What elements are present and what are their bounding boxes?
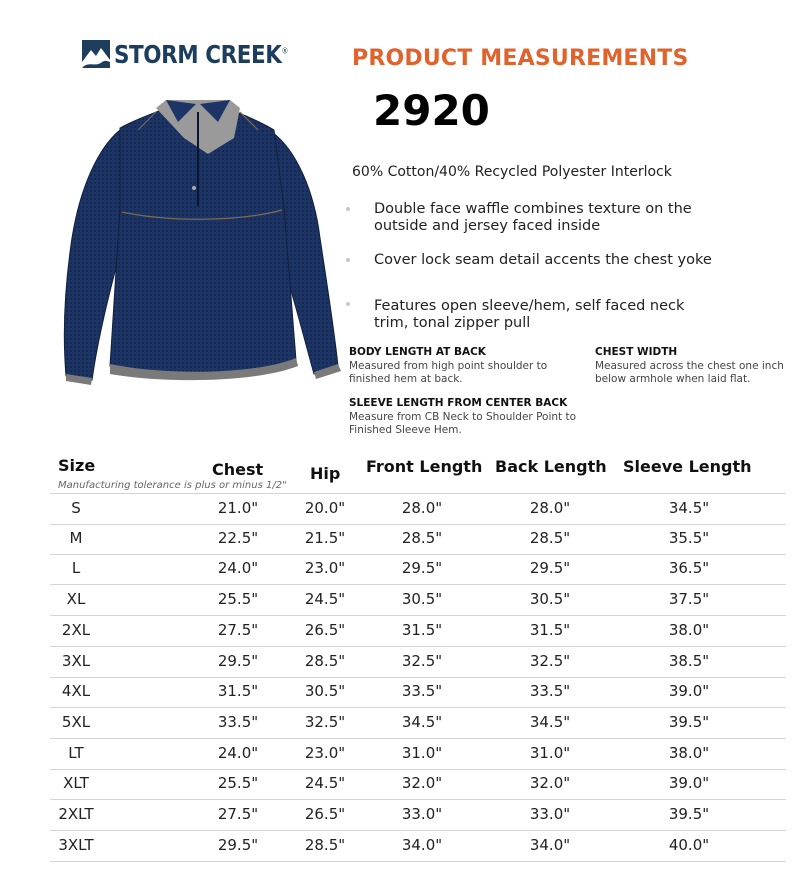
cell-size: 3XLT (58, 835, 94, 854)
cell-size: S (71, 499, 81, 517)
table-row (50, 800, 786, 831)
pullover-jacket-image (58, 98, 348, 386)
cell-chest: 29.5" (217, 835, 259, 854)
cell-front-length: 32.5" (401, 651, 443, 670)
feature-item: Features open sleeve/hem, self faced neck trim, tonal zipper pull (374, 298, 685, 331)
cell-chest: 27.5" (217, 805, 259, 823)
feature-bullet-icon (346, 258, 350, 262)
cell-hip: 20.0" (304, 499, 346, 517)
cell-back-length: 33.5" (529, 682, 571, 701)
table-row (50, 585, 786, 616)
cell-hip: 28.5" (304, 651, 346, 670)
cell-chest: 21.0" (217, 499, 259, 517)
cell-sleeve-length: 40.0" (668, 835, 710, 854)
col-header-size: Size (58, 456, 96, 475)
cell-sleeve-length: 37.5" (668, 590, 710, 609)
cell-sleeve-length: 39.0" (668, 682, 710, 701)
cell-chest: 22.5" (217, 528, 259, 547)
cell-size: 3XL (61, 651, 91, 670)
cell-back-length: 31.0" (529, 743, 571, 762)
table-row (50, 831, 786, 862)
cell-back-length: 31.5" (529, 620, 571, 639)
cell-size: M (69, 528, 83, 547)
cell-chest: 27.5" (217, 620, 259, 639)
cell-size: 4XL (61, 682, 91, 701)
cell-sleeve-length: 34.5" (668, 499, 710, 517)
cell-back-length: 34.5" (529, 712, 571, 731)
col-header-sleeve-length: Sleeve Length (623, 457, 752, 476)
sleeve-length-desc: Measure from CB Neck to Shoulder Point to Finished Sleeve Hem. (349, 411, 577, 436)
body-length-desc: Measured from high point shoulder to finished hem at back. (349, 360, 548, 385)
cell-back-length: 28.0" (529, 499, 571, 517)
cell-back-length: 29.5" (529, 559, 571, 578)
fabric-content: 60% Cotton/40% Recycled Polyester Interlock (352, 164, 672, 180)
feature-bullet-icon (346, 207, 350, 211)
cell-sleeve-length: 36.5" (668, 559, 710, 578)
cell-chest: 24.0" (217, 559, 259, 578)
feature-item: Cover lock seam detail accents the chest yoke (374, 252, 712, 268)
cell-hip: 24.5" (304, 774, 346, 793)
cell-sleeve-length: 38.0" (668, 620, 710, 639)
table-row (50, 524, 786, 555)
cell-size: 2XL (61, 620, 91, 639)
tolerance-note: Manufacturing tolerance is plus or minus 1/2" (58, 480, 287, 491)
cell-hip: 21.5" (304, 528, 346, 547)
cell-hip: 32.5" (304, 712, 346, 731)
cell-back-length: 32.0" (529, 774, 571, 793)
feature-bullet-icon (346, 302, 350, 306)
cell-hip: 28.5" (304, 835, 346, 854)
mountain-logo-icon (82, 40, 110, 68)
cell-sleeve-length: 38.0" (668, 743, 710, 762)
cell-front-length: 29.5" (401, 559, 443, 578)
cell-chest: 31.5" (217, 682, 259, 701)
cell-chest: 24.0" (217, 743, 259, 762)
cell-sleeve-length: 39.0" (668, 774, 710, 793)
cell-hip: 30.5" (304, 682, 346, 701)
cell-hip: 23.0" (304, 559, 346, 578)
cell-sleeve-length: 38.5" (668, 651, 710, 670)
table-row (50, 616, 786, 647)
cell-back-length: 28.5" (529, 528, 571, 547)
cell-size: 5XL (61, 712, 91, 731)
table-row (50, 769, 786, 800)
page-heading: PRODUCT MEASUREMENTS (352, 46, 689, 71)
table-row (50, 677, 786, 708)
cell-size: XLT (63, 774, 89, 793)
cell-size: L (71, 559, 81, 578)
cell-back-length: 30.5" (529, 590, 571, 609)
cell-front-length: 33.0" (401, 805, 443, 823)
col-header-back-length: Back Length (495, 457, 607, 476)
cell-chest: 33.5" (217, 712, 259, 731)
cell-sleeve-length: 35.5" (668, 528, 710, 547)
body-length-label: BODY LENGTH AT BACK (349, 346, 486, 358)
cell-hip: 26.5" (304, 620, 346, 639)
col-header-hip: Hip (310, 464, 341, 483)
cell-front-length: 30.5" (401, 590, 443, 609)
cell-front-length: 34.0" (401, 835, 443, 854)
style-number: 2920 (373, 86, 490, 135)
cell-front-length: 34.5" (401, 712, 443, 731)
table-row (50, 554, 786, 585)
cell-size: 2XLT (58, 805, 94, 823)
col-header-chest: Chest (212, 460, 264, 479)
chest-width-desc: Measured across the chest one inch below armhole when laid flat. (595, 360, 784, 385)
cell-back-length: 34.0" (529, 835, 571, 854)
cell-sleeve-length: 39.5" (668, 712, 710, 731)
table-row (50, 493, 786, 525)
cell-front-length: 31.0" (401, 743, 443, 762)
cell-size: LT (68, 743, 84, 762)
table-row (50, 647, 786, 678)
cell-front-length: 33.5" (401, 682, 443, 701)
cell-sleeve-length: 39.5" (668, 805, 710, 823)
table-row (50, 739, 786, 770)
table-row (50, 708, 786, 739)
cell-front-length: 32.0" (401, 774, 443, 793)
cell-front-length: 28.0" (401, 499, 443, 517)
cell-chest: 25.5" (217, 774, 259, 793)
chest-width-label: CHEST WIDTH (595, 346, 678, 358)
cell-front-length: 31.5" (401, 620, 443, 639)
cell-back-length: 33.0" (529, 805, 571, 823)
cell-hip: 24.5" (304, 590, 346, 609)
cell-size: XL (66, 590, 86, 609)
storm-creek-logo (82, 40, 302, 72)
cell-hip: 26.5" (304, 805, 346, 823)
cell-front-length: 28.5" (401, 528, 443, 547)
cell-hip: 23.0" (304, 743, 346, 762)
cell-back-length: 32.5" (529, 651, 571, 670)
cell-chest: 25.5" (217, 590, 259, 609)
brand-name: STORM CREEK® (114, 40, 288, 69)
feature-item: Double face waffle combines texture on the outside and jersey faced inside (374, 201, 692, 234)
col-header-front-length: Front Length (366, 457, 483, 476)
cell-chest: 29.5" (217, 651, 259, 670)
sleeve-length-label: SLEEVE LENGTH FROM CENTER BACK (349, 397, 568, 409)
